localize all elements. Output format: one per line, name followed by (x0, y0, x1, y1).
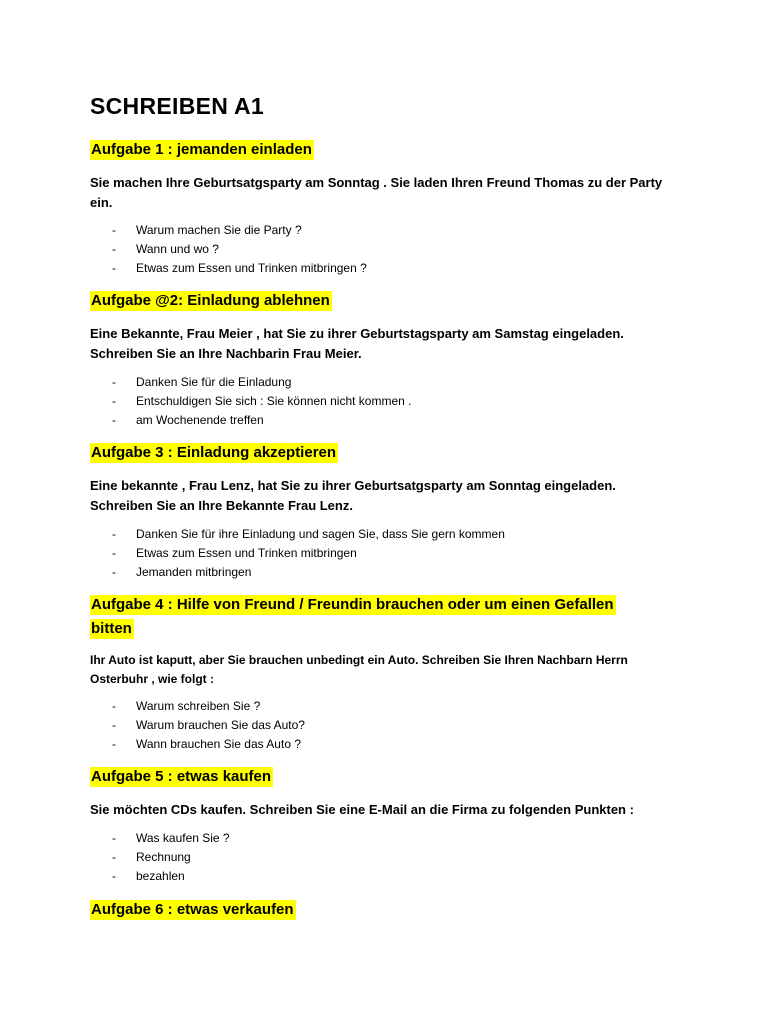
list-item: - Warum machen Sie die Party ? (112, 223, 302, 237)
list-item: - Was kaufen Sie ? (112, 831, 230, 845)
list-item: - Rechnung (112, 850, 191, 864)
list-item: - Jemanden mitbringen (112, 565, 252, 579)
task-2-bullets (112, 373, 411, 430)
task-4-prompt: Ihr Auto ist kaputt, aber Sie brauchen unbedingt ein Auto. Schreiben Sie Ihren Nachbarn Herrn Osterbuhr , wie folgt : (90, 653, 628, 686)
task-1-bullets (112, 221, 367, 278)
task-3-bullets (112, 525, 505, 582)
list-item: - Warum brauchen Sie das Auto? (112, 718, 305, 732)
task-5-heading: Aufgabe 5 : etwas kaufen (91, 768, 272, 785)
list-item: - Wann brauchen Sie das Auto ? (112, 737, 301, 751)
list-item: - Danken Sie für ihre Einladung und sagen Sie, dass Sie gern kommen (112, 527, 505, 541)
task-1-heading: Aufgabe 1 : jemanden einladen (91, 141, 312, 158)
page-title: SCHREIBEN A1 (90, 93, 264, 119)
task-2-heading: Aufgabe @2: Einladung ablehnen (91, 292, 330, 309)
task-6-heading: Aufgabe 6 : etwas verkaufen (91, 901, 294, 918)
task-5-bullets (112, 829, 230, 886)
task-5-prompt: Sie möchten CDs kaufen. Schreiben Sie eine E-Mail an die Firma zu folgenden Punkten : (90, 802, 634, 817)
list-item: - Wann und wo ? (112, 242, 219, 256)
list-item: - Etwas zum Essen und Trinken mitbringen (112, 546, 357, 560)
list-item: - Warum schreiben Sie ? (112, 699, 261, 713)
task-2-prompt: Eine Bekannte, Frau Meier , hat Sie zu ihrer Geburtstagsparty am Samstag eingeladen. Schreiben Sie an Ihre Nachbarin Frau Meier. (90, 326, 624, 361)
list-item: - Entschuldigen Sie sich : Sie können nicht kommen . (112, 394, 412, 408)
list-item: - am Wochenende treffen (112, 413, 264, 427)
list-item: - bezahlen (112, 869, 185, 883)
task-1-prompt: Sie machen Ihre Geburtsatgsparty am Sonntag . Sie laden Ihren Freund Thomas zu der Party ein. (90, 175, 663, 210)
task-4-heading: Aufgabe 4 : Hilfe von Freund / Freundin brauchen oder um einen Gefallen bitten (91, 596, 614, 637)
task-4-bullets (112, 697, 305, 754)
task-3-prompt: Eine bekannte , Frau Lenz, hat Sie zu ihrer Geburtsatgsparty am Sonntag eingeladen. Schreiben Sie an Ihre Bekannte Frau Lenz. (90, 478, 616, 513)
list-item: - Danken Sie für die Einladung (112, 375, 292, 389)
task-3-heading: Aufgabe 3 : Einladung akzeptieren (91, 444, 337, 461)
list-item: - Etwas zum Essen und Trinken mitbringen ? (112, 261, 367, 275)
